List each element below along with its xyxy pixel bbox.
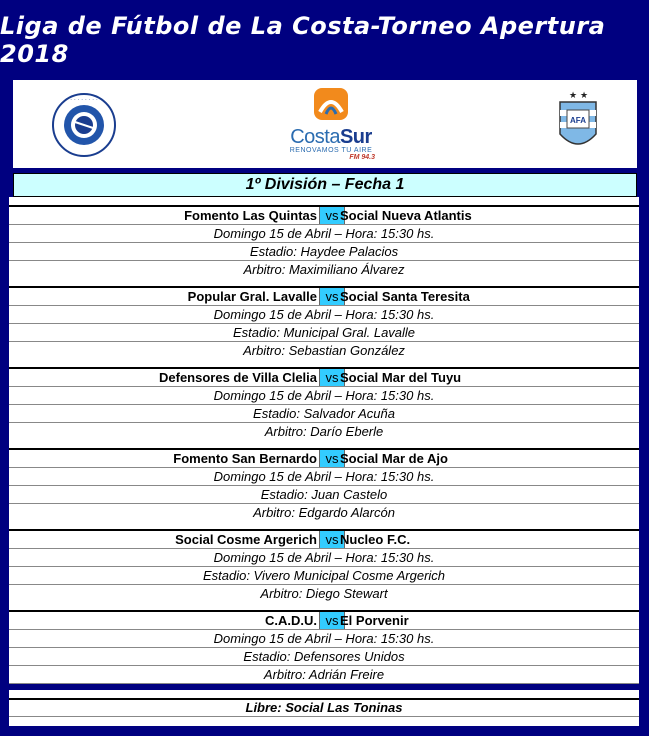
costasur-freq: FM 94.3 — [349, 154, 375, 161]
vs-cell: vs — [319, 450, 345, 467]
match-date: Domingo 15 de Abril – Hora: 15:30 hs. — [9, 468, 639, 486]
match-referee: Arbitro: Edgardo Alarcón — [9, 504, 639, 522]
match-teams-row — [9, 612, 639, 630]
logos-strip — [13, 80, 637, 168]
svg-text:★: ★ — [569, 90, 578, 100]
match-referee: Arbitro: Sebastian González — [9, 342, 639, 360]
vs-cell: vs — [319, 288, 345, 305]
home-team: C.A.D.U. — [265, 613, 317, 628]
vs-cell: vs — [319, 612, 345, 629]
match-block — [9, 529, 639, 603]
match-stadium: Estadio: Salvador Acuña — [9, 405, 639, 423]
match-stadium: Estadio: Juan Castelo — [9, 486, 639, 504]
libre-row: Libre: Social Las Toninas — [9, 698, 639, 717]
block-gap — [9, 359, 639, 367]
away-team: Social Santa Teresita — [340, 289, 470, 304]
match-block — [9, 205, 639, 279]
match-teams-row — [9, 531, 639, 549]
league-logo-icon — [49, 92, 119, 158]
match-stadium: Estadio: Vivero Municipal Cosme Argerich — [9, 567, 639, 585]
match-teams-row — [9, 369, 639, 387]
vs-cell: vs — [319, 207, 345, 224]
match-block — [9, 610, 639, 684]
match-teams-row — [9, 450, 639, 468]
page-title: Liga de Fútbol de La Costa-Torneo Apertura 2018 — [0, 12, 606, 68]
home-team: Fomento San Bernardo — [173, 451, 317, 466]
costasur-brand — [275, 127, 387, 147]
match-block — [9, 286, 639, 360]
away-team: Social Nueva Atlantis — [340, 208, 472, 223]
match-date: Domingo 15 de Abril – Hora: 15:30 hs. — [9, 549, 639, 567]
match-referee: Arbitro: Adrián Freire — [9, 666, 639, 684]
match-teams-row — [9, 207, 639, 225]
svg-text:· · · · · · · ·: · · · · · · · · — [70, 97, 98, 103]
match-teams-row — [9, 288, 639, 306]
block-gap — [9, 278, 639, 286]
match-block — [9, 448, 639, 522]
costasur-tagline: RENOVAMOS TU AIRE — [289, 147, 373, 154]
home-team: Defensores de Villa Clelia — [159, 370, 317, 385]
vs-cell: vs — [319, 369, 345, 386]
afa-badge-icon — [555, 88, 601, 158]
match-date: Domingo 15 de Abril – Hora: 15:30 hs. — [9, 306, 639, 324]
match-stadium: Estadio: Haydee Palacios — [9, 243, 639, 261]
match-stadium: Estadio: Defensores Unidos — [9, 648, 639, 666]
top-gap — [9, 197, 639, 205]
away-team: Nucleo F.C. — [340, 532, 411, 547]
match-referee: Arbitro: Maximiliano Álvarez — [9, 261, 639, 279]
svg-text:AFA: AFA — [570, 116, 586, 125]
costasur-mark-icon — [308, 86, 354, 122]
block-gap — [9, 690, 639, 698]
away-team: Social Mar de Ajo — [340, 451, 448, 466]
block-gap — [9, 440, 639, 448]
block-gap — [9, 602, 639, 610]
away-team: Social Mar del Tuyu — [340, 370, 462, 385]
vs-cell: vs — [319, 531, 345, 548]
match-referee: Arbitro: Diego Stewart — [9, 585, 639, 603]
match-date: Domingo 15 de Abril – Hora: 15:30 hs. — [9, 630, 639, 648]
block-gap — [9, 521, 639, 529]
match-date: Domingo 15 de Abril – Hora: 15:30 hs. — [9, 225, 639, 243]
division-header: 1º División – Fecha 1 — [13, 173, 637, 197]
costasur-brand-costa: Costa — [290, 126, 340, 148]
match-referee: Arbitro: Darío Eberle — [9, 423, 639, 441]
match-block — [9, 367, 639, 441]
costasur-brand-sur: Sur — [339, 126, 372, 148]
home-team: Popular Gral. Lavalle — [187, 289, 317, 304]
costasur-logo — [275, 86, 387, 164]
home-team: Fomento Las Quintas — [184, 208, 317, 223]
match-date: Domingo 15 de Abril – Hora: 15:30 hs. — [9, 387, 639, 405]
bottom-gap — [9, 717, 639, 726]
svg-text:★: ★ — [580, 90, 589, 100]
away-team: El Porvenir — [340, 613, 409, 628]
match-stadium: Estadio: Municipal Gral. Lavalle — [9, 324, 639, 342]
home-team: Social Cosme Argerich — [175, 532, 317, 547]
